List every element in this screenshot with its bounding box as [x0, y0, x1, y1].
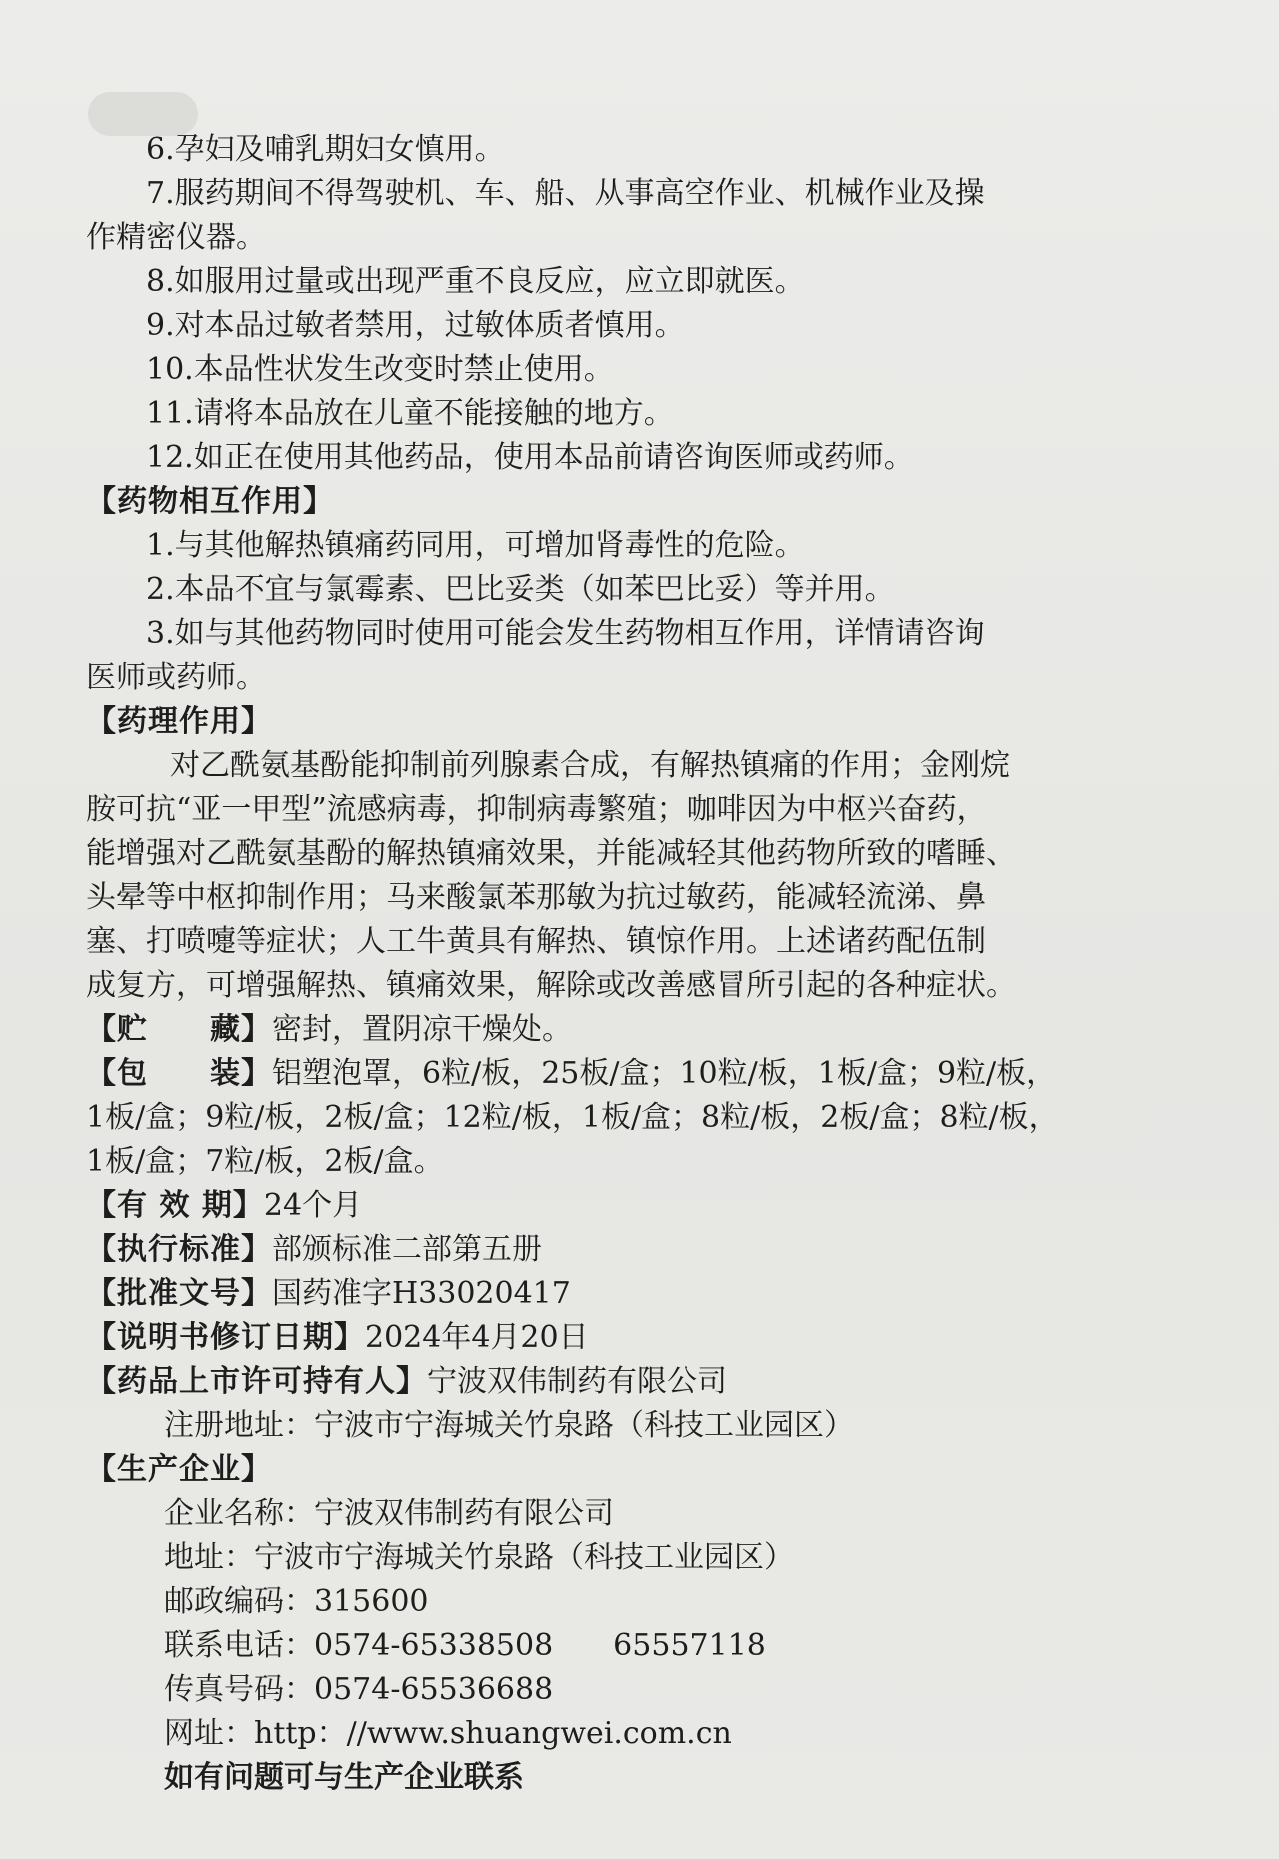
manufacturer-section — [86, 1448, 1236, 1756]
pharmacology-line: 成复方，可增强解热、镇痛效果，解除或改善感冒所引起的各种症状。 — [86, 968, 1016, 1003]
packaging-line: 1板/盒；9粒/板，2板/盒；12粒/板，1板/盒；8粒/板，2板/盒；8粒/板， — [86, 1100, 1059, 1135]
revision-value: 2024年4月20日 — [365, 1320, 589, 1355]
pharmacology-line: 能增强对乙酰氨基酚的解热镇痛效果，并能减轻其他药物所致的嗜睡、 — [86, 836, 1016, 871]
precaution-item: 11.请将本品放在儿童不能接触的地方。 — [146, 396, 674, 431]
interaction-item: 1.与其他解热镇痛药同用，可增加肾毒性的危险。 — [146, 528, 805, 563]
approval-value: 国药准字H33020417 — [272, 1276, 571, 1311]
interactions-heading: 【药物相互作用】 — [86, 484, 334, 519]
pharmacology-section — [86, 700, 1236, 1008]
pharmacology-line: 对乙酰氨基酚能抑制前列腺素合成，有解热镇痛的作用；金刚烷 — [170, 748, 1010, 783]
packaging-section — [86, 1052, 1236, 1184]
validity-value: 24个月 — [263, 1188, 363, 1223]
interaction-item: 2.本品不宜与氯霉素、巴比妥类（如苯巴比妥）等并用。 — [146, 572, 895, 607]
leaflet-content — [86, 128, 1236, 1800]
revision-label: 【说明书修订日期】 — [86, 1320, 365, 1355]
approval-row — [86, 1272, 1236, 1316]
manufacturer-fax: 传真号码：0574-65536688 — [164, 1672, 554, 1707]
manufacturer-name: 企业名称：宁波双伟制药有限公司 — [164, 1496, 614, 1531]
precaution-item: 10.本品性状发生改变时禁止使用。 — [146, 352, 614, 387]
storage-value: 密封，置阴凉干燥处。 — [272, 1012, 572, 1047]
standard-label: 【执行标准】 — [86, 1232, 272, 1267]
manufacturer-heading: 【生产企业】 — [86, 1452, 272, 1487]
approval-label: 【批准文号】 — [86, 1276, 272, 1311]
pharmacology-line: 头晕等中枢抑制作用；马来酸氯苯那敏为抗过敏药，能减轻流涕、鼻 — [86, 880, 986, 915]
precaution-item: 6.孕妇及哺乳期妇女慎用。 — [146, 132, 505, 167]
pharmacology-line: 胺可抗“亚一甲型”流感病毒，抑制病毒繁殖；咖啡因为中枢兴奋药， — [86, 792, 987, 827]
interactions-section — [86, 480, 1236, 700]
storage-label: 【贮 藏】 — [86, 1012, 272, 1047]
validity-row — [86, 1184, 1236, 1228]
holder-row — [86, 1360, 1236, 1404]
pharmacology-line: 塞、打喷嚏等症状；人工牛黄具有解热、镇惊作用。上述诸药配伍制 — [86, 924, 986, 959]
manufacturer-postal: 邮政编码：315600 — [164, 1584, 429, 1619]
holder-value: 宁波双伟制药有限公司 — [427, 1364, 727, 1399]
standard-value: 部颁标准二部第五册 — [272, 1232, 542, 1267]
packaging-line: 铝塑泡罩，6粒/板，25板/盒；10粒/板，1板/盒；9粒/板， — [272, 1056, 1057, 1091]
interaction-item: 3.如与其他药物同时使用可能会发生药物相互作用，详情请咨询 — [146, 616, 985, 651]
holder-address: 注册地址：宁波市宁海城关竹泉路（科技工业园区） — [164, 1408, 854, 1443]
interaction-item-cont: 医师或药师。 — [86, 660, 266, 695]
holder-label: 【药品上市许可持有人】 — [86, 1364, 427, 1399]
precaution-item: 9.对本品过敏者禁用，过敏体质者慎用。 — [146, 308, 685, 343]
precaution-item: 12.如正在使用其他药品，使用本品前请咨询医师或药师。 — [146, 440, 914, 475]
manufacturer-website: 网址：http：//www.shuangwei.com.cn — [164, 1716, 732, 1751]
contact-note: 如有问题可与生产企业联系 — [164, 1760, 524, 1795]
precaution-item: 7.服药期间不得驾驶机、车、船、从事高空作业、机械作业及操 — [146, 176, 985, 211]
manufacturer-address: 地址：宁波市宁海城关竹泉路（科技工业园区） — [164, 1540, 794, 1575]
precaution-item-cont: 作精密仪器。 — [86, 220, 266, 255]
precaution-item: 8.如服用过量或出现严重不良反应，应立即就医。 — [146, 264, 805, 299]
manufacturer-phone: 联系电话：0574-65338508 65557118 — [164, 1628, 766, 1663]
packaging-label: 【包 装】 — [86, 1056, 272, 1091]
pharmacology-heading: 【药理作用】 — [86, 704, 272, 739]
standard-row — [86, 1228, 1236, 1272]
storage-row — [86, 1008, 1236, 1052]
validity-label: 【有 效 期】 — [86, 1188, 264, 1223]
precautions-list — [86, 128, 1236, 480]
revision-row — [86, 1316, 1236, 1360]
packaging-line: 1板/盒；7粒/板，2板/盒。 — [86, 1144, 444, 1179]
